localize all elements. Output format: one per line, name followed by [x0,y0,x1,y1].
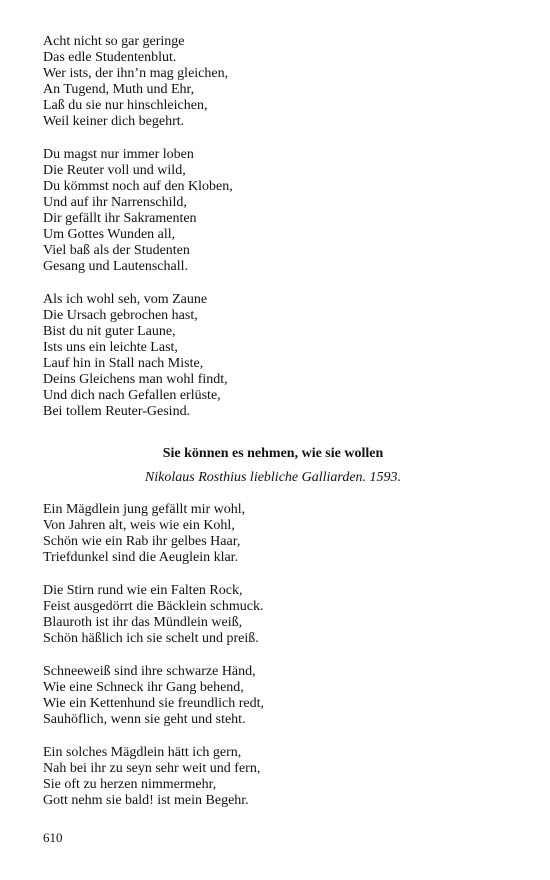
verse-line: Als ich wohl seh, vom Zaune [43,292,208,307]
verse-line: An Tugend, Muth und Ehr, [43,82,195,97]
verse-line: Triefdunkel sind die Aeuglein klar. [43,550,239,565]
verse-line: Die Stirn rund wie ein Falten Rock, [43,583,243,598]
verse-line: Weil keiner dich begehrt. [43,114,185,129]
poem-source: Nikolaus Rosthius liebliche Galliarden. 1593. [144,470,402,485]
verse-line: Gesang und Lautenschall. [43,259,189,274]
poem2-stanza-4 [43,745,503,809]
verse-line: Wie eine Schneck ihr Gang behend, [43,680,244,695]
verse-line: Du kömmst noch auf den Kloben, [43,179,233,194]
poem2-stanza-3 [43,664,503,728]
poem1-stanza-2 [43,147,503,275]
verse-line: Die Reuter voll und wild, [43,163,186,178]
poem1-stanza-3 [43,292,503,420]
verse-line: Deins Gleichens man wohl findt, [43,372,228,387]
verse-line: Viel baß als der Studenten [43,243,190,258]
page-number: 610 [43,830,63,845]
verse-line: Schneeweiß sind ihre schwarze Händ, [43,664,256,679]
verse-line: Bist du nit guter Laune, [43,324,176,339]
verse-line: Sauhöflich, wenn sie geht und steht. [43,712,246,727]
verse-line: Bei tollem Reuter-Gesind. [43,404,191,419]
verse-line: Blauroth ist ihr das Mündlein weiß, [43,615,243,630]
verse-line: Dir gefällt ihr Sakramenten [43,211,197,226]
verse-line: Und dich nach Gefallen erlüste, [43,388,221,403]
verse-line: Schön wie ein Rab ihr gelbes Haar, [43,534,241,549]
verse-line: Wer ists, der ihn’n mag gleichen, [43,66,229,81]
verse-line: Und auf ihr Narrenschild, [43,195,187,210]
verse-line: Laß du sie nur hinschleichen, [43,98,208,113]
verse-line: Wie ein Kettenhund sie freundlich redt, [43,696,265,711]
verse-line: Die Ursach gebrochen hast, [43,308,198,323]
verse-line: Ists uns ein leichte Last, [43,340,178,355]
verse-line: Ein solches Mägdlein hätt ich gern, [43,745,242,760]
poem-title: Sie können es nehmen, wie sie wollen [162,446,384,461]
verse-line: Lauf hin in Stall nach Miste, [43,356,204,371]
verse-line: Von Jahren alt, weis wie ein Kohl, [43,518,235,533]
verse-line: Ein Mägdlein jung gefällt mir wohl, [43,502,246,517]
verse-line: Gott nehm sie bald! ist mein Begehr. [43,793,249,808]
poem2-stanza-2 [43,583,503,647]
verse-line: Das edle Studentenblut. [43,50,177,65]
verse-line: Du magst nur immer loben [43,147,194,162]
verse-line: Acht nicht so gar geringe [43,34,185,49]
verse-line: Feist ausgedörrt die Bäcklein schmuck. [43,599,264,614]
verse-line: Um Gottes Wunden all, [43,227,176,242]
poem2-stanza-1 [43,502,503,566]
verse-line: Schön häßlich ich sie schelt und preiß. [43,631,259,646]
verse-line: Nah bei ihr zu seyn sehr weit und fern, [43,761,261,776]
poem1-stanza-1 [43,34,503,130]
verse-line: Sie oft zu herzen nimmermehr, [43,777,217,792]
